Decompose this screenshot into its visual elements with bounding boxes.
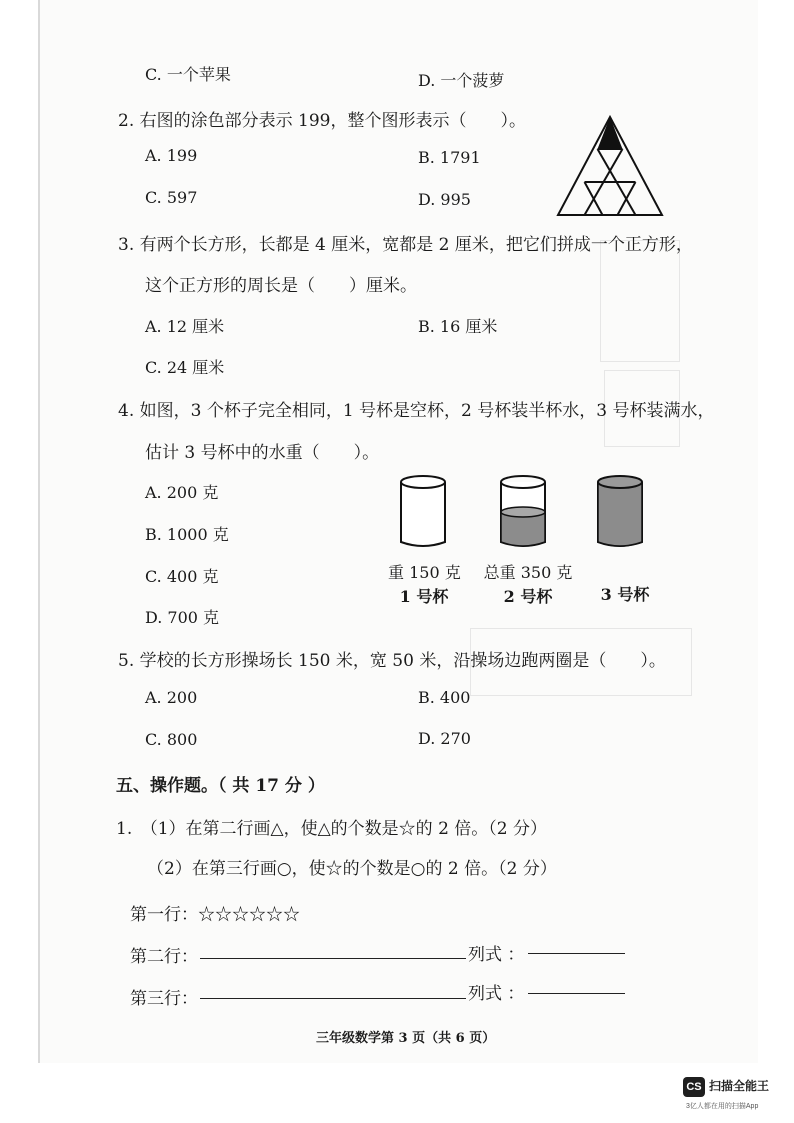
row-1: 第一行：☆☆☆☆☆☆	[130, 905, 300, 925]
q4-option-c: C. 400 克	[145, 567, 219, 586]
section-5-item-2: （2）在第三行画○，使☆的个数是○的 2 倍。（2 分）	[147, 859, 557, 879]
q4-option-b: B. 1000 克	[145, 525, 229, 544]
q2-option-a: A. 199	[145, 146, 198, 165]
q4-option-a: A. 200 克	[145, 483, 219, 502]
q3-option-b: B. 16 厘米	[418, 317, 498, 336]
water-surface	[598, 476, 642, 488]
cup-3	[598, 476, 642, 546]
row-3-formula-label: 列式 ：	[468, 984, 525, 1004]
q3-line1: 3. 有两个长方形，长都是 4 厘米，宽都是 2 厘米，把它们拼成一个正方形，	[118, 235, 693, 255]
row-3-answer-line[interactable]	[200, 998, 466, 999]
row-3-formula-line[interactable]	[528, 993, 625, 994]
row-2-answer-line[interactable]	[200, 958, 466, 959]
cups-figure	[395, 472, 655, 552]
triangle-figure	[555, 115, 665, 217]
row-3-label: 第三行：	[130, 989, 198, 1009]
row-2-formula-line[interactable]	[528, 953, 625, 954]
q1-option-c: C. 一个苹果	[145, 65, 231, 84]
cup-1-weight: 重 150 克	[388, 563, 461, 582]
q5-option-b: B. 400	[418, 688, 471, 707]
q4-option-d: D. 700 克	[145, 608, 220, 627]
cup-2-label: 2 号杯	[503, 587, 553, 606]
q5-text: 5. 学校的长方形操场长 150 米，宽 50 米，沿操场边跑两圈是（ ）。	[118, 651, 666, 671]
camscanner-tagline: 3亿人都在用的扫描App	[686, 1103, 759, 1110]
water-surface	[501, 507, 545, 517]
q2-option-b: B. 1791	[418, 148, 481, 167]
cup-2	[501, 476, 545, 546]
section-5-title: 五、操作题。（ 共 17 分 ）	[116, 776, 325, 796]
cup-2-weight: 总重 350 克	[483, 563, 573, 582]
q4-line2: 估计 3 号杯中的水重（ ）。	[145, 443, 380, 463]
q2-text: 2. 右图的涂色部分表示 199，整个图形表示（ ）。	[118, 111, 526, 131]
q3-line2: 这个正方形的周长是（ ）厘米。	[145, 276, 417, 296]
page-footer: 三年级数学第 3 页（共 6 页）	[316, 1031, 496, 1046]
q2-option-d: D. 995	[418, 190, 471, 209]
q4-line1: 4. 如图，3 个杯子完全相同，1 号杯是空杯，2 号杯装半杯水，3 号杯装满水，	[118, 401, 715, 421]
section-5-item-1: 1. （1）在第二行画△，使△的个数是☆的 2 倍。（2 分）	[116, 819, 548, 839]
cup-1-label: 1 号杯	[399, 587, 449, 606]
q3-option-a: A. 12 厘米	[145, 317, 225, 336]
cup-1	[401, 476, 445, 546]
water-fill	[598, 482, 642, 546]
camscanner-name: 扫描全能王	[709, 1079, 770, 1093]
q5-option-c: C. 800	[145, 730, 198, 749]
bleed-through-box	[600, 240, 680, 362]
row-2-label: 第二行：	[130, 947, 198, 967]
q1-option-d: D. 一个菠萝	[418, 71, 505, 90]
row-2-formula-label: 列式 ：	[468, 945, 525, 965]
camscanner-logo-icon: CS	[683, 1077, 705, 1097]
cup-3-label: 3 号杯	[600, 585, 650, 604]
q3-option-c: C. 24 厘米	[145, 358, 225, 377]
q5-option-d: D. 270	[418, 729, 471, 748]
q2-option-c: C. 597	[145, 188, 198, 207]
q5-option-a: A. 200	[145, 688, 198, 707]
